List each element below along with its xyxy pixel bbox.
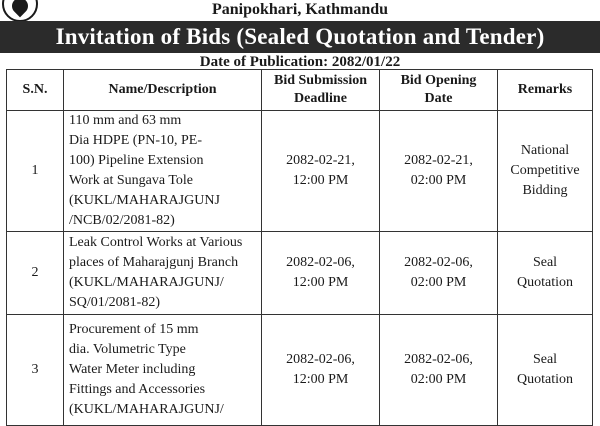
description-line: (KUKL/MAHARAJGUNJ bbox=[69, 193, 220, 208]
remarks-line: Bidding bbox=[522, 183, 568, 198]
cell-description bbox=[64, 232, 262, 315]
cell-sn: 1 bbox=[7, 111, 64, 232]
deadline-line: 2082-02-21, bbox=[286, 153, 355, 168]
header-opening-line: Date bbox=[424, 91, 453, 106]
header-opening bbox=[380, 70, 498, 111]
cell-opening bbox=[380, 111, 498, 232]
publication-date: Date of Publication: 2082/01/22 bbox=[199, 54, 401, 70]
deadline-line: 2082-02-06, bbox=[286, 352, 355, 367]
remarks-line: Seal bbox=[532, 352, 558, 367]
deadline-line: 12:00 PM bbox=[292, 372, 349, 387]
cell-remarks bbox=[498, 232, 593, 315]
description-line: Work at Sungava Tole bbox=[69, 173, 193, 188]
opening-line: 2082-02-06, bbox=[404, 352, 473, 367]
cell-sn: 2 bbox=[7, 232, 64, 315]
remarks-line: Quotation bbox=[517, 275, 573, 290]
description-line: Water Meter including bbox=[69, 362, 196, 377]
cell-remarks bbox=[498, 111, 593, 232]
description-line: (KUKL/MAHARAJGUNJ/ bbox=[69, 402, 224, 417]
table-row bbox=[7, 232, 593, 315]
cell-deadline bbox=[262, 111, 380, 232]
opening-line: 02:00 PM bbox=[410, 372, 467, 387]
description-line: /NCB/02/2081-82) bbox=[69, 213, 175, 228]
header-opening-line: Bid Opening bbox=[400, 73, 477, 88]
description-line: Dia HDPE (PN-10, PE- bbox=[69, 133, 202, 148]
header-description: Name/Description bbox=[64, 70, 262, 111]
cell-opening bbox=[380, 232, 498, 315]
header-deadline bbox=[262, 70, 380, 111]
remarks-line: Seal bbox=[532, 255, 558, 270]
description-line: 110 mm and 63 mm bbox=[69, 113, 182, 128]
header-sn: S.N. bbox=[7, 70, 64, 111]
description-line: Procurement of 15 mm bbox=[69, 322, 199, 337]
table-row bbox=[7, 111, 593, 232]
table-row bbox=[7, 315, 593, 426]
cell-deadline bbox=[262, 315, 380, 426]
office-address: Panipokhari, Kathmandu bbox=[211, 1, 389, 18]
cell-deadline bbox=[262, 232, 380, 315]
cell-description bbox=[64, 111, 262, 232]
deadline-line: 12:00 PM bbox=[292, 275, 349, 290]
description-line: 100) Pipeline Extension bbox=[69, 153, 204, 168]
cell-opening bbox=[380, 315, 498, 426]
remarks-line: Competitive bbox=[510, 163, 580, 178]
description-line: (KUKL/MAHARAJGUNJ/ bbox=[69, 275, 224, 290]
header-deadline-line: Deadline bbox=[294, 91, 347, 106]
table-header-row bbox=[7, 70, 593, 111]
cell-sn: 3 bbox=[7, 315, 64, 426]
description-line: Fittings and Accessories bbox=[69, 382, 206, 397]
description-line: SQ/01/2081-82) bbox=[69, 295, 160, 310]
opening-line: 02:00 PM bbox=[410, 275, 467, 290]
remarks-line: National bbox=[520, 143, 570, 158]
cell-description bbox=[64, 315, 262, 426]
header-deadline-line: Bid Submission bbox=[274, 73, 367, 88]
description-line: Leak Control Works at Various bbox=[69, 235, 243, 250]
description-line: dia. Volumetric Type bbox=[69, 342, 186, 357]
description-line: places of Maharajgunj Branch bbox=[69, 255, 239, 270]
deadline-line: 12:00 PM bbox=[292, 173, 349, 188]
remarks-line: Quotation bbox=[517, 372, 573, 387]
opening-line: 2082-02-06, bbox=[404, 255, 473, 270]
opening-line: 2082-02-21, bbox=[404, 153, 473, 168]
notice-title: Invitation of Bids (Sealed Quotation and Tender) bbox=[0, 21, 600, 53]
bids-table bbox=[6, 69, 593, 426]
header-remarks: Remarks bbox=[498, 70, 593, 111]
cell-remarks bbox=[498, 315, 593, 426]
deadline-line: 2082-02-06, bbox=[286, 255, 355, 270]
opening-line: 02:00 PM bbox=[410, 173, 467, 188]
